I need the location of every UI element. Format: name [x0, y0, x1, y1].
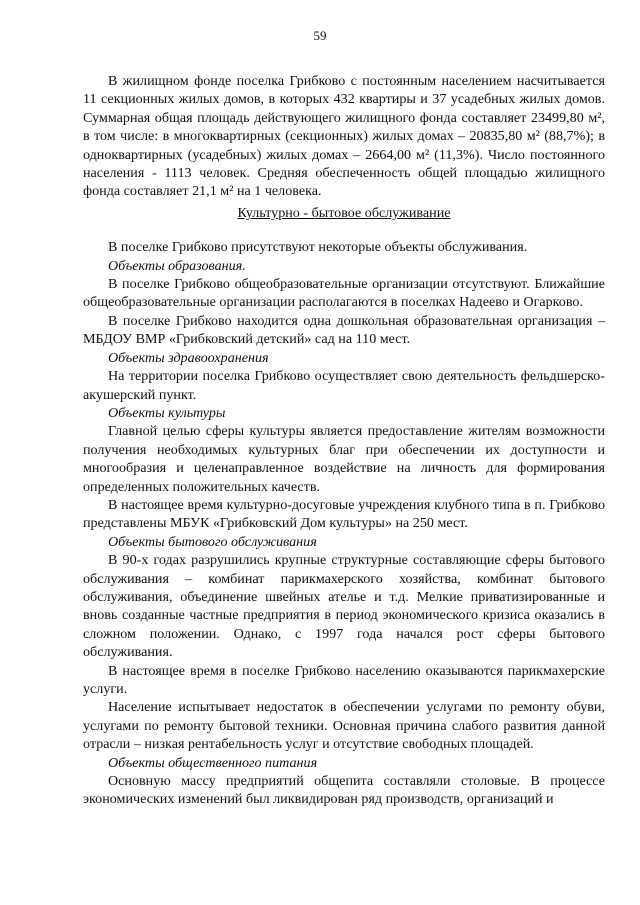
paragraph-housing: В жилищном фонде поселка Грибково с постоянным населением насчитывается 11 секционных жилых домов, в которых 432 квартиры и 37 усадебных жилых домов. Суммарная общая площадь действующего жилищного фонда составляет 23499,80 м², в том числе: в многоквартирных (секционных) жилых домах – 20835,80 м² (88,7%); в одноквартирных (усадебных) жилых домах – 2664,00 м² (11,3%). Число постоянного населения - 1113 человек. Средняя обеспеченность общей площадью жилищного фонда составляет 21,1 м² на 1 человека. [83, 73, 605, 200]
section-heading: Культурно - бытовое обслуживание [237, 204, 451, 221]
paragraph-education-2: В поселке Грибково находится одна дошкольная образовательная организация – МБДОУ ВМР «Грибковский детский» сад на 110 мест. [83, 312, 605, 348]
paragraph-catering-1: Основную массу предприятий общепита составляли столовые. В процессе экономических изменений был ликвидирован ряд производств, организаций и [83, 773, 605, 808]
page-number: 59 [313, 28, 327, 43]
paragraph-consumer-1: В 90-х годах разрушились крупные структурные составляющие сферы бытового обслуживания – комбинат парикмахерского хозяйства, комбинат бытового обслуживания, объединение швейных ателье и т.д. Мелкие приватизированные и вновь созданные частные предприятия в период экономического кризиса оказались в сложном положении. Однако, с 1997 года начался рост сферы бытового обслуживания. [83, 552, 605, 661]
paragraph-consumer-3: Население испытывает недостаток в обеспечении услугами по ремонту обуви, услугами по ремонту бытовой техники. Основная причина слабого развития данной отрасли – низкая рентабельность услуг и отсутствие свободных площадей. [83, 699, 605, 753]
subheading-culture: Объекты культуры [108, 404, 226, 421]
subheading-consumer-services: Объекты бытового обслуживания [108, 533, 317, 550]
subheading-public-catering: Объекты общественного питания [108, 754, 318, 771]
paragraph-culture-1: Главной целью сферы культуры является предоставление жителям возможности получения необходимых культурных благ при обеспечении их доступности и многообразия и целенаправленное воздействие на личность для формирования определенных положительных качеств. [83, 423, 605, 495]
paragraph-consumer-2: В настоящее время в поселке Грибково населению оказываются парикмахерские услуги. [83, 662, 605, 697]
subheading-education: Объекты образования. [108, 257, 246, 274]
paragraph-health-1: На территории поселка Грибково осуществляет свою деятельность фельдшерско-акушерский пункт. [83, 368, 605, 403]
subheading-health: Объекты здравоохранения [108, 349, 269, 366]
page-content [83, 72, 605, 809]
paragraph-intro: В поселке Грибково присутствуют некоторые объекты обслуживания. [108, 239, 528, 256]
paragraph-education-1: В поселке Грибково общеобразовательные организации отсутствуют. Ближайшие общеобразовательные организации располагаются в поселках Надеево и Огарково. [83, 276, 605, 311]
paragraph-culture-2: В настоящее время культурно-досуговые учреждения клубного типа в п. Грибково представлены МБУК «Грибковский Дом культуры» на 250 мест. [83, 496, 605, 532]
